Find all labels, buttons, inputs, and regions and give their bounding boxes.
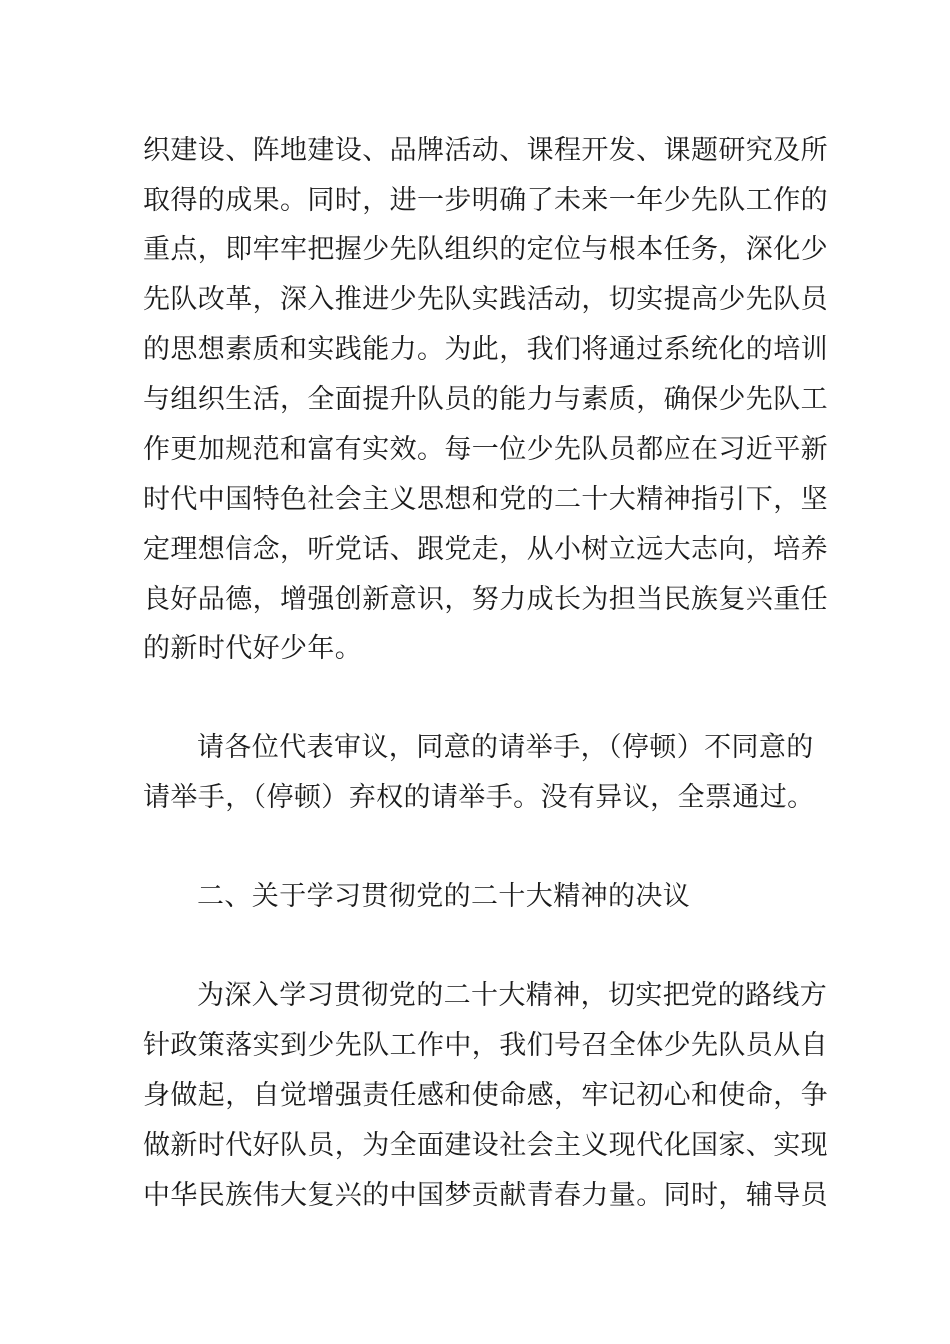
paragraph-1-line-1: 织建设、阵地建设、品牌活动、课程开发、课题研究及所 <box>143 135 828 166</box>
paragraph-1-line-8: 时代中国特色社会主义思想和党的二十大精神指引下，坚 <box>143 484 828 515</box>
section-heading: 二、关于学习贯彻党的二十大精神的决议 <box>197 881 691 912</box>
paragraph-3-line-5: 中华民族伟大复兴的中国梦贡献青春力量。同时，辅导员 <box>143 1180 828 1211</box>
paragraph-1-line-9: 定理想信念，听党话、跟党走，从小树立远大志向，培养 <box>143 534 828 565</box>
paragraph-3-line-4: 做新时代好队员，为全面建设社会主义现代化国家、实现 <box>143 1130 828 1161</box>
paragraph-2-line-2: 请举手，（停顿）弃权的请举手。没有异议，全票通过。 <box>143 782 815 813</box>
paragraph-1-line-5: 的思想素质和实践能力。为此，我们将通过系统化的培训 <box>143 334 828 365</box>
paragraph-3-line-3: 身做起，自觉增强责任感和使命感，牢记初心和使命，争 <box>143 1080 828 1111</box>
paragraph-1-line-2: 取得的成果。同时，进一步明确了未来一年少先队工作的 <box>143 185 828 216</box>
paragraph-1-line-4: 先队改革，深入推进少先队实践活动，切实提高少先队员 <box>143 284 828 315</box>
paragraph-1-line-10: 良好品德，增强创新意识，努力成长为担当民族复兴重任 <box>143 584 828 615</box>
paragraph-3-line-1: 为深入学习贯彻党的二十大精神，切实把党的路线方 <box>197 980 828 1011</box>
paragraph-2-line-1: 请各位代表审议，同意的请举手，（停顿）不同意的 <box>197 732 814 763</box>
paragraph-1-line-11: 的新时代好少年。 <box>143 633 363 664</box>
paragraph-1-line-7: 作更加规范和富有实效。每一位少先队员都应在习近平新 <box>143 434 828 465</box>
paragraph-1-line-3: 重点，即牢牢把握少先队组织的定位与根本任务，深化少 <box>143 234 828 265</box>
paragraph-3-line-2: 针政策落实到少先队工作中，我们号召全体少先队员从自 <box>143 1030 828 1061</box>
paragraph-1-line-6: 与组织生活，全面提升队员的能力与素质，确保少先队工 <box>143 384 828 415</box>
